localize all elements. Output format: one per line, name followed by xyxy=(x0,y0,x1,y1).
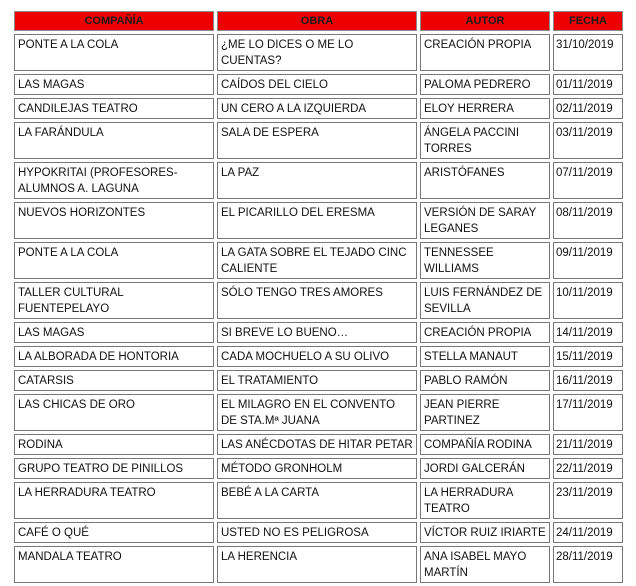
cell-fecha: 24/11/2019 xyxy=(553,522,623,543)
cell-compania: MANDALA TEATRO xyxy=(14,546,214,583)
cell-fecha: 03/11/2019 xyxy=(553,122,623,159)
cell-obra: BEBÉ A LA CARTA xyxy=(217,482,417,519)
cell-fecha: 17/11/2019 xyxy=(553,394,623,431)
table-row xyxy=(14,370,623,391)
cell-obra: LAS ANÉCDOTAS DE HITAR PETAR xyxy=(217,434,417,455)
cell-autor: JORDI GALCERÁN xyxy=(420,458,550,479)
cell-compania: LA ALBORADA DE HONTORIA xyxy=(14,346,214,367)
cell-autor: ELOY HERRERA xyxy=(420,98,550,119)
cell-obra: EL MILAGRO EN EL CONVENTO DE STA.Mª JUANA xyxy=(217,394,417,431)
cell-obra: UN CERO A LA IZQUIERDA xyxy=(217,98,417,119)
table-row xyxy=(14,202,623,239)
cell-autor: VERSIÓN DE SARAY LEGANES xyxy=(420,202,550,239)
schedule-table xyxy=(11,8,626,586)
cell-autor: VÍCTOR RUIZ IRIARTE xyxy=(420,522,550,543)
cell-autor: PABLO RAMÓN xyxy=(420,370,550,391)
cell-obra: SÓLO TENGO TRES AMORES xyxy=(217,282,417,319)
cell-autor: CREACIÓN PROPIA xyxy=(420,322,550,343)
table-row xyxy=(14,98,623,119)
cell-compania: LAS CHICAS DE ORO xyxy=(14,394,214,431)
cell-autor: PALOMA PEDRERO xyxy=(420,74,550,95)
header-obra: OBRA xyxy=(217,11,417,31)
cell-compania: PONTE A LA COLA xyxy=(14,242,214,279)
header-fecha: FECHA xyxy=(553,11,623,31)
cell-obra: EL PICARILLO DEL ERESMA xyxy=(217,202,417,239)
cell-autor: ÁNGELA PACCINI TORRES xyxy=(420,122,550,159)
table-row xyxy=(14,394,623,431)
cell-autor: CREACIÓN PROPIA xyxy=(420,34,550,71)
cell-obra: MÉTODO GRONHOLM xyxy=(217,458,417,479)
table-row xyxy=(14,122,623,159)
cell-fecha: 15/11/2019 xyxy=(553,346,623,367)
cell-fecha: 23/11/2019 xyxy=(553,482,623,519)
cell-fecha: 28/11/2019 xyxy=(553,546,623,583)
cell-obra: LA HERENCIA xyxy=(217,546,417,583)
table-row xyxy=(14,482,623,519)
cell-compania: LA FARÁNDULA xyxy=(14,122,214,159)
cell-obra: SALA DE ESPERA xyxy=(217,122,417,159)
cell-fecha: 09/11/2019 xyxy=(553,242,623,279)
cell-fecha: 07/11/2019 xyxy=(553,162,623,199)
cell-autor: ARISTÓFANES xyxy=(420,162,550,199)
cell-fecha: 10/11/2019 xyxy=(553,282,623,319)
cell-obra: LA GATA SOBRE EL TEJADO CINC CALIENTE xyxy=(217,242,417,279)
cell-fecha: 21/11/2019 xyxy=(553,434,623,455)
cell-compania: HYPOKRITAI (PROFESORES-ALUMNOS A. LAGUNA xyxy=(14,162,214,199)
table-body xyxy=(14,34,623,583)
cell-obra: SI BREVE LO BUENO… xyxy=(217,322,417,343)
table-row xyxy=(14,322,623,343)
table-row xyxy=(14,282,623,319)
table-row xyxy=(14,34,623,71)
cell-compania: CANDILEJAS TEATRO xyxy=(14,98,214,119)
cell-compania: CAFÉ O QUÉ xyxy=(14,522,214,543)
cell-compania: GRUPO TEATRO DE PINILLOS xyxy=(14,458,214,479)
cell-obra: CAÍDOS DEL CIELO xyxy=(217,74,417,95)
cell-obra: LA PAZ xyxy=(217,162,417,199)
table-row xyxy=(14,346,623,367)
cell-autor: COMPAÑÍA RODINA xyxy=(420,434,550,455)
cell-autor: LUIS FERNÁNDEZ DE SEVILLA xyxy=(420,282,550,319)
table-row xyxy=(14,74,623,95)
cell-autor: STELLA MANAUT xyxy=(420,346,550,367)
table-row xyxy=(14,162,623,199)
table-row xyxy=(14,458,623,479)
cell-fecha: 16/11/2019 xyxy=(553,370,623,391)
cell-compania: NUEVOS HORIZONTES xyxy=(14,202,214,239)
table-header-row xyxy=(14,11,623,31)
cell-obra: ¿ME LO DICES O ME LO CUENTAS? xyxy=(217,34,417,71)
cell-autor: JEAN PIERRE PARTINEZ xyxy=(420,394,550,431)
cell-compania: RODINA xyxy=(14,434,214,455)
cell-fecha: 02/11/2019 xyxy=(553,98,623,119)
cell-compania: LAS MAGAS xyxy=(14,74,214,95)
cell-obra: CADA MOCHUELO A SU OLIVO xyxy=(217,346,417,367)
cell-compania: TALLER CULTURAL FUENTEPELAYO xyxy=(14,282,214,319)
cell-fecha: 08/11/2019 xyxy=(553,202,623,239)
cell-compania: LAS MAGAS xyxy=(14,322,214,343)
cell-fecha: 31/10/2019 xyxy=(553,34,623,71)
cell-autor: LA HERRADURA TEATRO xyxy=(420,482,550,519)
header-compania: COMPAÑÍA xyxy=(14,11,214,31)
cell-compania: PONTE A LA COLA xyxy=(14,34,214,71)
header-autor: AUTOR xyxy=(420,11,550,31)
table-row xyxy=(14,242,623,279)
cell-compania: LA HERRADURA TEATRO xyxy=(14,482,214,519)
cell-fecha: 14/11/2019 xyxy=(553,322,623,343)
cell-autor: TENNESSEE WILLIAMS xyxy=(420,242,550,279)
table-row xyxy=(14,522,623,543)
cell-autor: ANA ISABEL MAYO MARTÍN xyxy=(420,546,550,583)
cell-compania: CATARSIS xyxy=(14,370,214,391)
cell-obra: USTED NO ES PELIGROSA xyxy=(217,522,417,543)
table-row xyxy=(14,434,623,455)
cell-fecha: 01/11/2019 xyxy=(553,74,623,95)
table-row xyxy=(14,546,623,583)
cell-obra: EL TRATAMIENTO xyxy=(217,370,417,391)
cell-fecha: 22/11/2019 xyxy=(553,458,623,479)
